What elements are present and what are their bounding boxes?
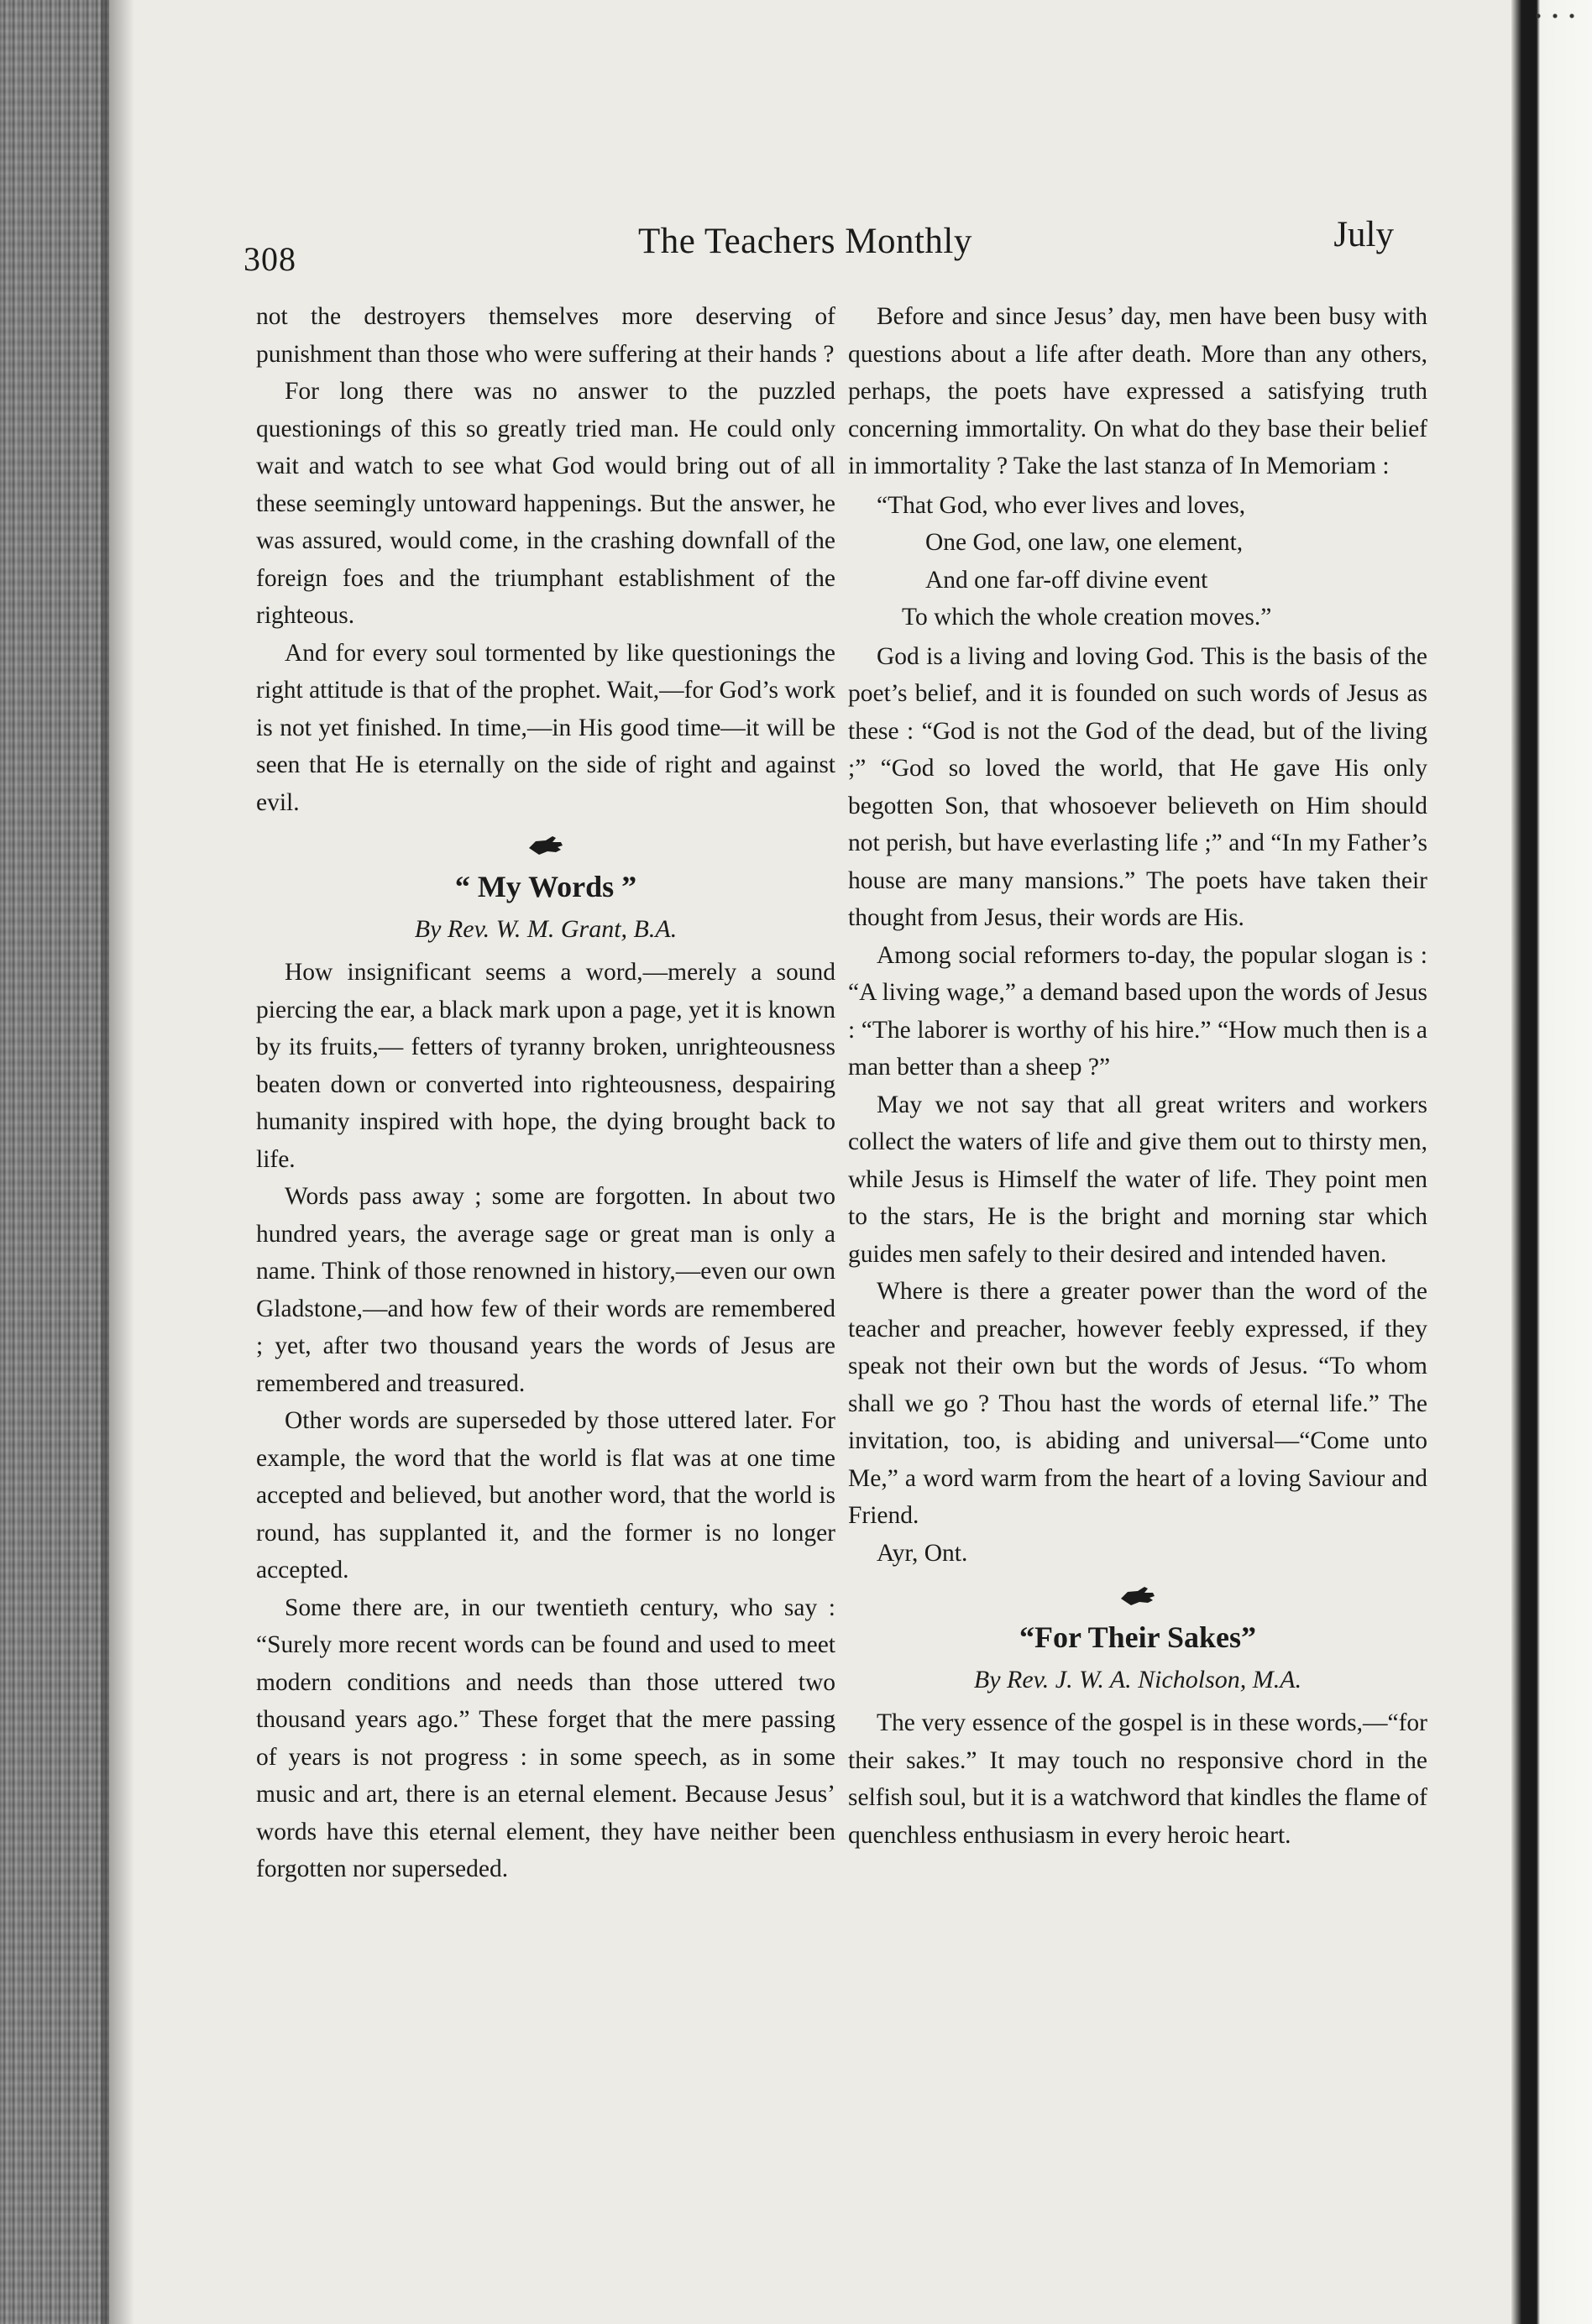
paragraph: How insignificant seems a word,—merely a sound piercing the ear, a black mark upon a page, yet it is known by its fruits,— fetters of tyranny broken, unrighteousness beaten down or converted into righteousness, despairing humanity inspired with hope, the dying brought back to life.: [256, 959, 835, 1173]
running-title: The Teachers Monthly: [638, 222, 972, 261]
left-column: [256, 298, 835, 1888]
right-column: [848, 298, 1427, 1854]
poem-line: “That God, who ever lives and loves,: [877, 491, 1246, 519]
hand-pointer-ornament-icon: [1119, 1583, 1156, 1609]
paragraph: May we not say that all great writers and workers collect the waters of life and give them out to thirsty men, while Jesus is Himself the water of life. They point men to the stars, He is the bright and morning star which guides men safely to their desired and intended haven.: [848, 1091, 1427, 1268]
book-spine-edge: [0, 0, 109, 2324]
hand-pointer-ornament-icon: [527, 833, 564, 858]
paragraph: Words pass away ; some are forgotten. In about two hundred years, the average sage or great man is only a name. Think of those renowned in history,—even our own Gladstone,—and how few of their words are remembered ; yet, after two thousand years the words of Jesus are remembered and treasured.: [256, 1183, 835, 1397]
scan-marks: [1530, 12, 1580, 20]
poem-quote: [848, 487, 1427, 636]
gutter-shadow: [101, 0, 134, 2324]
paragraph: Among social reformers to-day, the popular slogan is : “A living wage,” a demand based upon the words of Jesus : “The laborer is worthy of his hire.” “How much then is a man better than a sheep ?”: [848, 941, 1427, 1081]
paragraph: The very essence of the gospel is in these words,—“for their sakes.” It may touch no responsive chord in the selfish soul, but it is a watchword that kindles the flame of quenchless enthusiasm in every heroic heart.: [848, 1709, 1427, 1849]
poem-line: To which the whole creation moves.”: [902, 604, 1272, 631]
paragraph: For long there was no answer to the puzzled questionings of this so greatly tried man. He could only wait and watch to see what God would bring out of all these seemingly untoward happenings. But the answer, he was assured, would come, in the crashing downfall of the foreign foes and the triumphant establishment of the righteous.: [256, 378, 835, 629]
paragraph: God is a living and loving God. This is the basis of the poet’s belief, and it is founded on such words of Jesus as these : “God is not the God of the dead, but of the living ;” “God so loved the world, that He gave His only begotten Son, that whosoever believeth on Him should not perish, but have everlasting life ;” and “In my Father’s house are many mansions.” The poets have taken their thought from Jesus, their words are His.: [848, 642, 1427, 931]
article-title: “ My Words ”: [454, 870, 637, 903]
article-byline: By Rev. W. M. Grant, B.A.: [414, 915, 678, 943]
issue-month: July: [1333, 215, 1394, 254]
paragraph: Other words are superseded by those uttered later. For example, the word that the world is flat was at one time accepted and believed, but another word, that the world is round, has supplanted it, and the former is no longer accepted.: [256, 1407, 835, 1583]
paragraph: Some there are, in our twentieth century, who say : “Surely more recent words can be found and used to meet modern conditions and needs than those uttered two thousand years ago.” These forget that the mere passing of years is not progress : in some speech, as in some music and art, there is an eternal element. Because Jesus’ words have this eternal element, they have neither been forgotten nor superseded.: [256, 1594, 835, 1882]
article-title: “For Their Sakes”: [1019, 1620, 1257, 1654]
poem-line: And one far-off divine event: [925, 566, 1208, 594]
poem-line: One God, one law, one element,: [925, 529, 1244, 556]
paragraph: Before and since Jesus’ day, men have been busy with questions about a life after death. More than any others, perhaps, the poets have expressed a satisfying truth concerning immortality. On what do they base their belief in immortality ? Take the last stanza of In Memoriam :: [848, 303, 1427, 479]
paragraph: And for every soul tormented by like questionings the right attitude is that of the prophet. Wait,—for God’s work is not yet finished. In time,—in His good time—it will be seen that He is eternally on the side of right and against evil.: [256, 639, 835, 816]
page-number: 308: [244, 240, 296, 278]
article-byline: By Rev. J. W. A. Nicholson, M.A.: [973, 1666, 1302, 1693]
signoff-location: Ayr, Ont.: [877, 1539, 968, 1567]
page-right-edge: [1511, 0, 1592, 2324]
paragraph: Where is there a greater power than the word of the teacher and preacher, however feebly expressed, if they speak not their own but the words of Jesus. “To whom shall we go ? Thou hast the words of eternal life.” The invitation, too, is abiding and universal—“Come unto Me,” a word warm from the heart of a loving Saviour and Friend.: [848, 1278, 1427, 1529]
paragraph: not the destroyers themselves more deserving of punishment than those who were suffering at their hands ?: [256, 303, 835, 368]
page-header: [244, 214, 1394, 281]
